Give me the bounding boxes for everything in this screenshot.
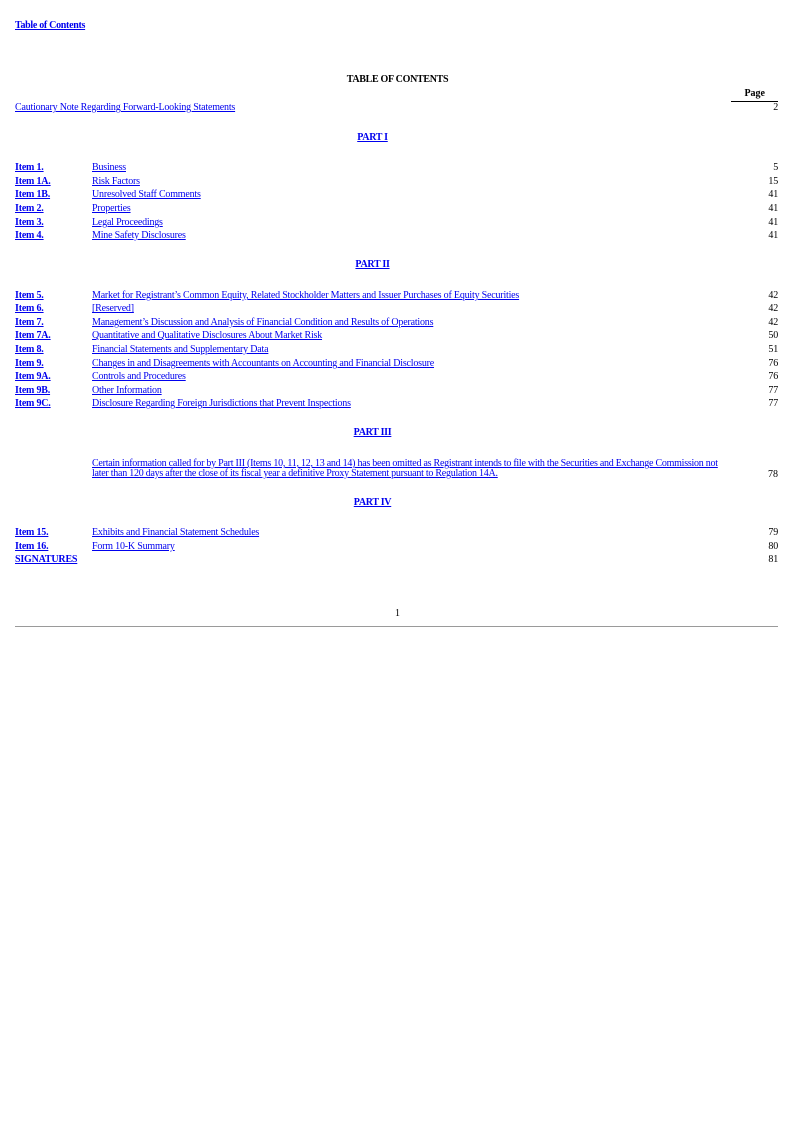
toc-row <box>15 540 778 553</box>
item-link[interactable]: Item 3. <box>15 217 44 228</box>
toc-row <box>15 526 778 539</box>
toc-row <box>15 216 778 229</box>
page-number: 41 <box>768 230 778 241</box>
toc-row <box>15 161 778 174</box>
toc-row <box>15 343 778 356</box>
item-link[interactable]: Item 1A. <box>15 176 51 187</box>
item-link[interactable]: Item 6. <box>15 303 44 314</box>
item-link[interactable]: Item 9A. <box>15 371 51 382</box>
part-iii-heading[interactable]: PART III <box>353 427 392 438</box>
toc-row <box>15 357 778 370</box>
page-number: 5 <box>773 162 778 173</box>
item-description-link[interactable]: Mine Safety Disclosures <box>92 230 186 241</box>
toc-row <box>15 229 778 242</box>
item-description-link[interactable]: Exhibits and Financial Statement Schedules <box>92 527 260 538</box>
item-description-link[interactable]: Risk Factors <box>92 176 140 187</box>
item-description-link[interactable]: Changes in and Disagreements with Accountants on Accounting and Financial Disclosure <box>92 358 435 369</box>
toc-row <box>15 175 778 188</box>
item-description-link[interactable]: [Reserved] <box>92 303 134 314</box>
page-number: 77 <box>768 385 778 396</box>
page-number: 41 <box>768 203 778 214</box>
part-iii-note-link[interactable]: Certain information called for by Part III (Items 10, 11, 12, 13 and 14) has been omitted as Registrant intends to file with the Securities and Exchange Commission not later than 120 days after the close of its fiscal year a definitive Proxy Statement pursuant to Regulation 14A. <box>92 458 718 479</box>
footer-divider <box>15 626 778 627</box>
page-column-header: Page <box>744 88 765 99</box>
item-link[interactable]: Item 7A. <box>15 330 51 341</box>
page-number: 76 <box>768 358 778 369</box>
page-number: 42 <box>768 317 778 328</box>
item-link[interactable]: Item 7. <box>15 317 44 328</box>
toc-row <box>15 289 778 302</box>
toc-row <box>15 316 778 329</box>
page-number: 51 <box>768 344 778 355</box>
toc-row <box>15 188 778 201</box>
page-number: 80 <box>768 541 778 552</box>
toc-row <box>15 329 778 342</box>
page-number: 81 <box>768 554 778 565</box>
item-description-link[interactable]: Management’s Discussion and Analysis of Financial Condition and Results of Operations <box>92 317 434 328</box>
page-number: 15 <box>768 176 778 187</box>
page-number: 41 <box>768 217 778 228</box>
page-number: 42 <box>768 290 778 301</box>
table-of-contents-link[interactable]: Table of Contents <box>15 20 86 31</box>
item-link[interactable]: Item 9. <box>15 358 44 369</box>
item-link[interactable]: Item 8. <box>15 344 44 355</box>
page-number: 79 <box>768 527 778 538</box>
page-number: 50 <box>768 330 778 341</box>
item-description-link[interactable]: Controls and Procedures <box>92 371 186 382</box>
toc-row <box>15 370 778 383</box>
item-description-link[interactable]: Unresolved Staff Comments <box>92 189 201 200</box>
item-description-link[interactable]: Properties <box>92 203 131 214</box>
item-link[interactable]: Item 4. <box>15 230 44 241</box>
toc-row-signatures <box>15 553 778 566</box>
signatures-link[interactable]: SIGNATURES <box>15 554 78 565</box>
page-title: TABLE OF CONTENTS <box>346 74 449 85</box>
toc-row <box>15 302 778 315</box>
toc-row <box>15 384 778 397</box>
cautionary-note-link[interactable]: Cautionary Note Regarding Forward-Looking Statements <box>15 102 236 113</box>
page-number: 78 <box>768 469 778 480</box>
item-link[interactable]: Item 9C. <box>15 398 51 409</box>
page-number: 77 <box>768 398 778 409</box>
item-description-link[interactable]: Legal Proceedings <box>92 217 163 228</box>
item-description-link[interactable]: Business <box>92 162 126 173</box>
page-number: 42 <box>768 303 778 314</box>
item-link[interactable]: Item 16. <box>15 541 49 552</box>
part-iv-heading[interactable]: PART IV <box>353 497 392 508</box>
part-ii-heading[interactable]: PART II <box>355 259 390 270</box>
item-description-link[interactable]: Quantitative and Qualitative Disclosures About Market Risk <box>92 330 323 341</box>
toc-row <box>15 202 778 215</box>
footer-page-number: 1 <box>395 608 400 619</box>
item-description-link[interactable]: Other Information <box>92 385 162 396</box>
item-link[interactable]: Item 2. <box>15 203 44 214</box>
item-description-link[interactable]: Market for Registrant’s Common Equity, Related Stockholder Matters and Issuer Purchases of Equity Securities <box>92 290 520 301</box>
toc-row <box>15 397 778 410</box>
item-link[interactable]: Item 15. <box>15 527 49 538</box>
part-i-heading[interactable]: PART I <box>357 132 388 143</box>
toc-row-cautionary <box>15 101 778 114</box>
item-description-link[interactable]: Disclosure Regarding Foreign Jurisdictions that Prevent Inspections <box>92 398 351 409</box>
item-link[interactable]: Item 9B. <box>15 385 51 396</box>
item-link[interactable]: Item 1B. <box>15 189 51 200</box>
item-description-link[interactable]: Form 10-K Summary <box>92 541 175 552</box>
page-number: 2 <box>773 102 778 113</box>
page-number: 76 <box>768 371 778 382</box>
item-description-link[interactable]: Financial Statements and Supplementary Data <box>92 344 269 355</box>
page-number: 41 <box>768 189 778 200</box>
item-link[interactable]: Item 5. <box>15 290 44 301</box>
item-link[interactable]: Item 1. <box>15 162 44 173</box>
